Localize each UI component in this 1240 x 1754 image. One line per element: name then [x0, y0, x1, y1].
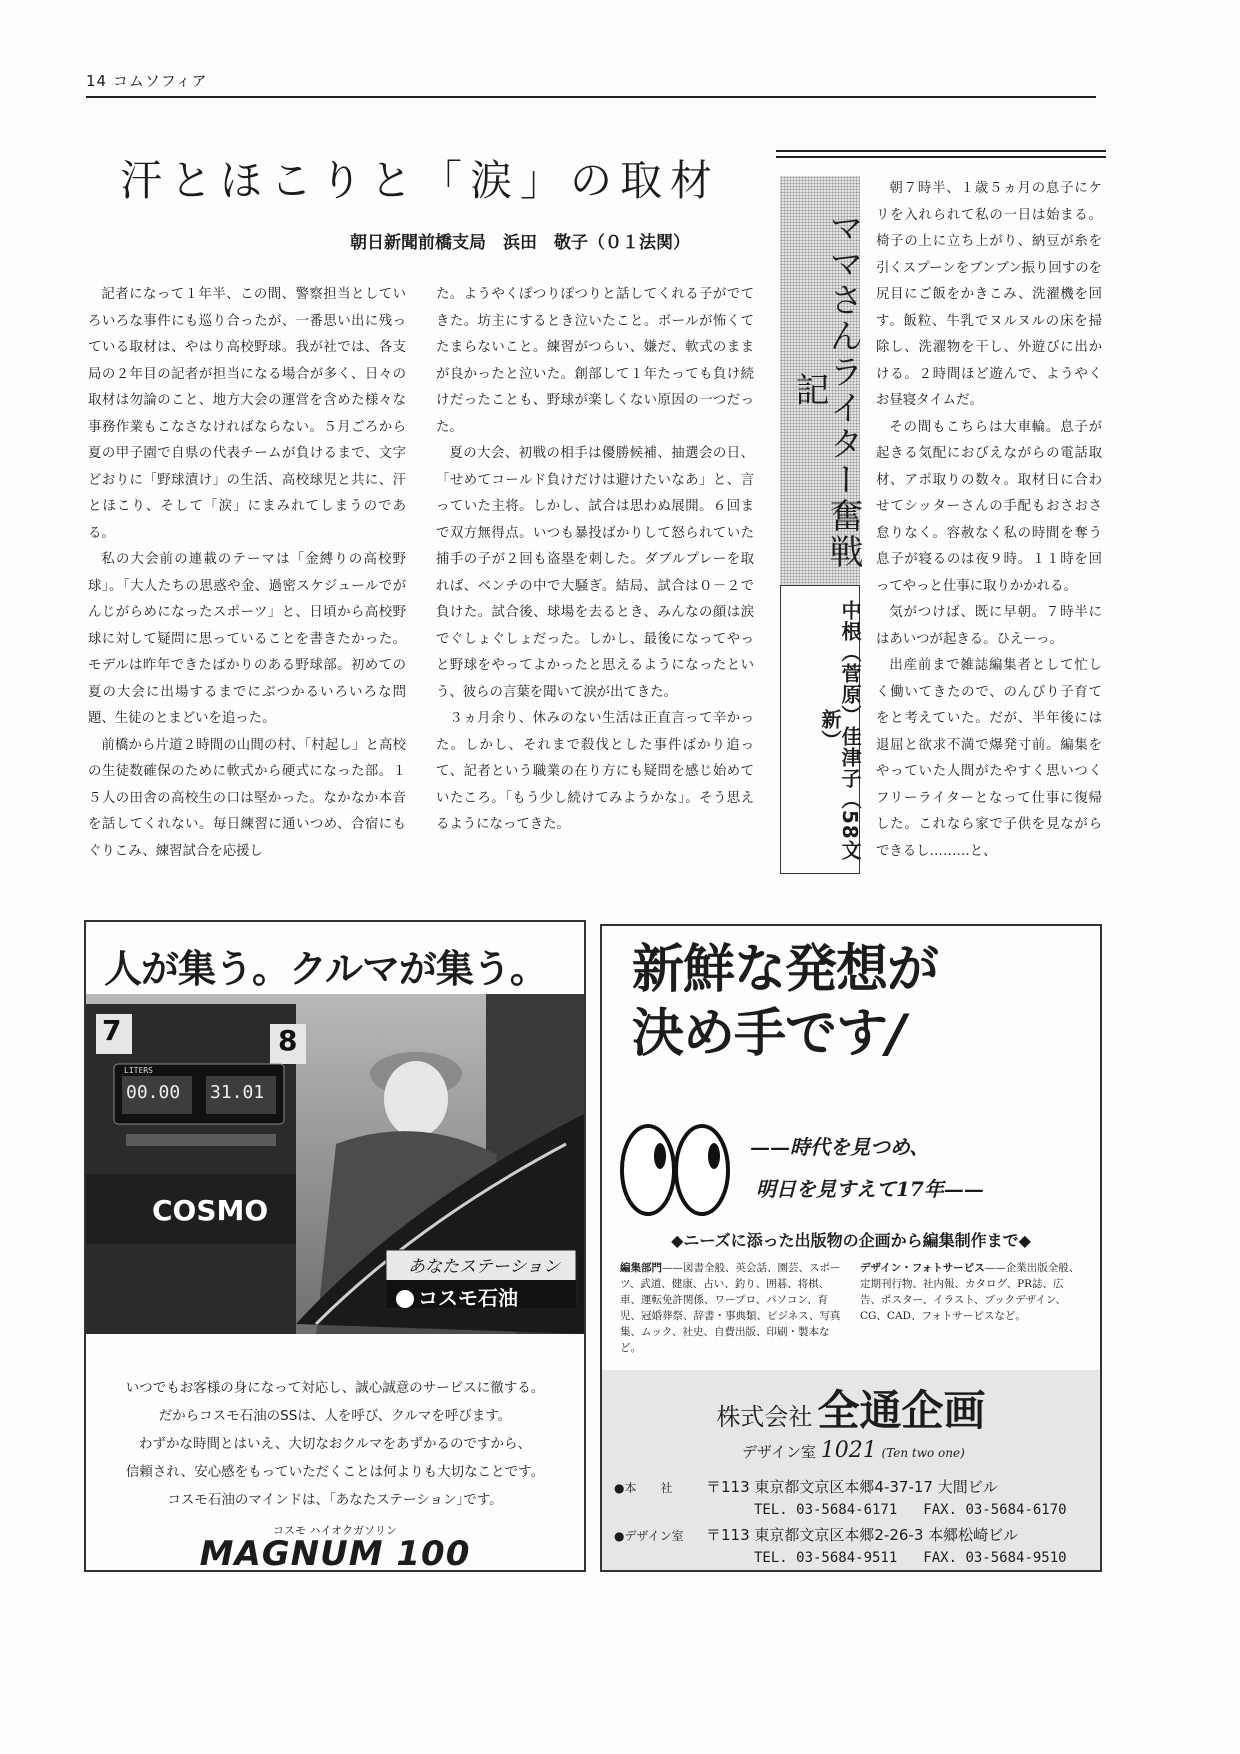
- dept-name: デザイン・フォトサービス: [860, 1262, 985, 1274]
- dept-text: ——図書全般、英会話、園芸、スポーツ、武道、健康、占い、釣り、囲碁、将棋、車、運転免許関係、ワープロ、パソコン、育児、冠婚葬祭、辞書・事典類、ビジネス、写真集、ムック、社史、自費出版、印刷・製本など。: [620, 1262, 841, 1354]
- serial-title: ママさんライター奮戦記: [789, 209, 863, 570]
- hq-fax: FAX. 03-5684-6170: [923, 1502, 1067, 1518]
- article-byline: 朝日新聞前橋支局 浜田 敬子（０１法関）: [350, 233, 690, 253]
- paragraph: 気がつけば、既に早朝。７時半にはあいつが起きる。ひえーっ。: [876, 605, 1102, 647]
- hq-address-line: [614, 1476, 998, 1497]
- company-type: 株式会社: [716, 1403, 813, 1431]
- design-office-address-line: [614, 1524, 1018, 1545]
- cosmo-body-line: いつでもお客様の身になって対応し、誠心誠意のサービスに徹する。: [125, 1380, 545, 1396]
- ds-fax: FAX. 03-5684-9510: [923, 1550, 1067, 1566]
- station-slogan: あなたステーション: [408, 1257, 560, 1277]
- meter-label: LITERS: [124, 1066, 153, 1075]
- pump-number-right: 8: [278, 1024, 298, 1057]
- zentsu-dept-editorial: [620, 1260, 842, 1356]
- paragraph: た。ようやくぽつりぽつりと話してくれる子がでてきた。坊主にするとき泣いたこと。ボールが怖くてたまらないこと。練習がつらい、嫌だ、軟式のままが良かったと泣いた。創部して１年たっても負け続けだったことも、野球が楽しくない原因の一つだった。: [436, 287, 754, 435]
- hq-contact-line: [754, 1502, 1093, 1518]
- header-rule: [86, 96, 1096, 98]
- serial-author: 中根（菅原）佳津子（58文新）: [818, 599, 862, 861]
- zentsu-tagline-line-1: ——時代を見つめ、: [750, 1135, 930, 1159]
- studio-label: デザイン室: [742, 1443, 816, 1461]
- zentsu-dept-design: [860, 1260, 1082, 1324]
- serial-double-rule: [776, 150, 1106, 152]
- ds-label: ●デザイン室: [614, 1529, 684, 1543]
- article-column-2: [436, 282, 754, 839]
- paragraph: 出産前まで雑誌編集者として忙しく働いてきたので、のんびり子育てをと考えていた。だが、半年後には退屈と欲求不満で爆発寸前。編集をやっていた人間がたやすく思いつくフリーライターとなって仕事に復帰した。これなら家で子供を見ながらできるし………と、: [876, 658, 1102, 859]
- cosmo-body-line: コスモ石油のマインドは、｢あなたステーション｣です。: [167, 1492, 503, 1508]
- cosmo-headline: 人が集う。クルマが集う。: [104, 947, 547, 991]
- paragraph: 私の大会前の連載のテーマは「金縛りの高校野球」。「大人たちの思惑や金、過密スケジュールでがんじがらめになったスポーツ」と、日頃から高校野球に対して疑問に思っていることを書きたかった。モデルは昨年できたばかりのある野球部。初めての夏の大会に出場するまでにぶつかるいろいろな問題、生徒のとまどいを追った。: [88, 552, 406, 726]
- cosmo-product-name: MAGNUM 100: [199, 1534, 471, 1572]
- studio-number: 1021: [820, 1438, 877, 1463]
- design-office-contact-line: [754, 1550, 1093, 1566]
- article-title: 汗とほこりと「涙」の取材: [120, 156, 721, 205]
- paragraph: 前橋から片道２時間の山間の村、「村起し」と高校の生徒数確保のために軟式から硬式になった部。１５人の田舎の高校生の口は堅かった。なかなか本音を話してくれない。毎日練習に通いつめ、合宿にもぐりこみ、練習試合を応援し: [88, 737, 406, 859]
- cosmo-body-line: 信頼され、安心感をもっていただくことは何よりも大切なことです。: [125, 1464, 545, 1480]
- meter-left: 00.00: [126, 1082, 181, 1103]
- zentsu-kikaku-ad: [600, 924, 1102, 1572]
- paragraph: 朝７時半、１歳５ヵ月の息子にケリを入れられて私の一日は始まる。椅子の上に立ち上がり、納豆が糸を引くスプーンをブンブン振り回すのを尻目にご飯をかきこみ、洗濯機を回す。飯粒、牛乳でヌルヌルの床を掃除し、洗濯物を干し、外遊びに出かける。２時間ほど遊んで、ようやくお昼寝タイムだ。: [876, 181, 1102, 408]
- station-brand: [396, 1282, 518, 1311]
- pump-brand: COSMO: [152, 1194, 269, 1227]
- station-brand-text: コスモ石油: [418, 1286, 518, 1310]
- ds-address: 〒113 東京都文京区本郷2-26-3 本郷松崎ビル: [706, 1526, 1019, 1544]
- cosmo-oil-ad: [84, 920, 586, 1572]
- meter-right: 31.01: [210, 1082, 265, 1103]
- studio-english: (Ten two one): [881, 1446, 965, 1460]
- serial-author-panel: [780, 590, 860, 870]
- zentsu-company: [602, 1378, 1100, 1438]
- hq-address: 〒113 東京都文京区本郷4-37-17 大間ビル: [706, 1478, 998, 1496]
- company-name: 全通企画: [817, 1386, 986, 1435]
- hq-tel: TEL. 03-5684-6171: [754, 1502, 898, 1518]
- zentsu-headline-line-1: 新鮮な発想が: [632, 940, 939, 1000]
- cosmo-body-line: わずかな時間とはいえ、大切なおクルマをあずかるのですから、: [139, 1436, 531, 1452]
- dept-name: 編集部門: [620, 1262, 662, 1274]
- zentsu-lead: ◆ニーズに添った出版物の企画から編集制作まで◆: [671, 1231, 1031, 1250]
- zentsu-headline-line-2: 決め手です: [632, 1004, 888, 1064]
- serial-title-panel: [780, 176, 863, 586]
- cosmo-product-sublabel: コスモ ハイオクガソリン: [273, 1524, 397, 1537]
- dept-text: ——企業出版全般、定期刊行物、社内報、カタログ、PR誌、広告、ポスター、イラスト、ブックデザイン、CG、CAD、フォトサービスなど。: [860, 1262, 1080, 1322]
- cosmo-body-line: だからコスモ石油のSSは、人を呼び、クルマを呼びます。: [158, 1408, 512, 1424]
- zentsu-tagline: [750, 1126, 984, 1210]
- serial-column: [876, 176, 1102, 865]
- paragraph: 夏の大会、初戦の相手は優勝候補、抽選会の日、「せめてコールド負けだけは避けたいなあ」と、言っていた主将。しかし、試合は思わぬ展開。６回まで双方無得点。いつも暴投ばかりして怒られていた捕手の子が２回も盗塁を刺した。ダブルプレーを取れば、ベンチの中で大騒ぎ。結局、試合は０－２で負けた。試合後、球場を去るとき、みんなの顔は涙でぐしょぐしょだった。しかし、最後になってやっと野球をやってよかったと思えるようになったという、彼らの言葉を聞いて涙が出てきた。: [436, 446, 754, 700]
- page-header: 14 コムソフィア: [86, 72, 208, 90]
- paragraph: その間もこちらは大車輪。息子が起きる気配におびえながらの電話取材、アポ取りの数々。取材日に合わせてシッターさんの手配もおさおさ怠りなく。容赦なく私の時間を奪う息子が寝るのは夜９時。１１時を回ってやっと仕事に取りかかれる。: [876, 419, 1102, 594]
- pump-number-left: 7: [102, 1014, 122, 1047]
- zentsu-studio: [742, 1438, 965, 1463]
- slash-mark-icon: /: [887, 1004, 906, 1064]
- zentsu-tagline-line-2: 明日を見すえて17年——: [756, 1177, 984, 1201]
- eyes-icon: [616, 1122, 736, 1218]
- ds-tel: TEL. 03-5684-9511: [754, 1550, 898, 1566]
- cosmo-body-text: [86, 1374, 584, 1514]
- paragraph: 記者になって１年半、この間、警察担当としていろいろな事件にも巡り合ったが、一番思い出に残っている取材は、やはり高校野球。我が社では、各支局の２年目の記者が担当になる場合が多く、日々の取材は勿論のこと、地方大会の運営を含めた様々な事務作業もこなさなければならない。５月ごろから夏の甲子園で自県の代表チームが負けるまで、文字どおりに「野球漬け」の生活、高校球児と共に、汗とほこり、そして「涙」にまみれてしまうのである。: [88, 287, 406, 541]
- cosmo-logo-icon: [396, 1290, 414, 1308]
- paragraph: ３ヵ月余り、休みのない生活は正直言って辛かった。しかし、それまで殺伐とした事件ばかり追って、記者という職業の在り方にも疑問を感じ始めていたころ。「もう少し続けてみようかな」。そう思えるようになってきた。: [436, 711, 754, 832]
- gas-station-photo: [86, 994, 584, 1334]
- article-column-1: [88, 282, 406, 865]
- hq-label: ●本 社: [614, 1481, 673, 1495]
- zentsu-headline: [632, 938, 938, 1066]
